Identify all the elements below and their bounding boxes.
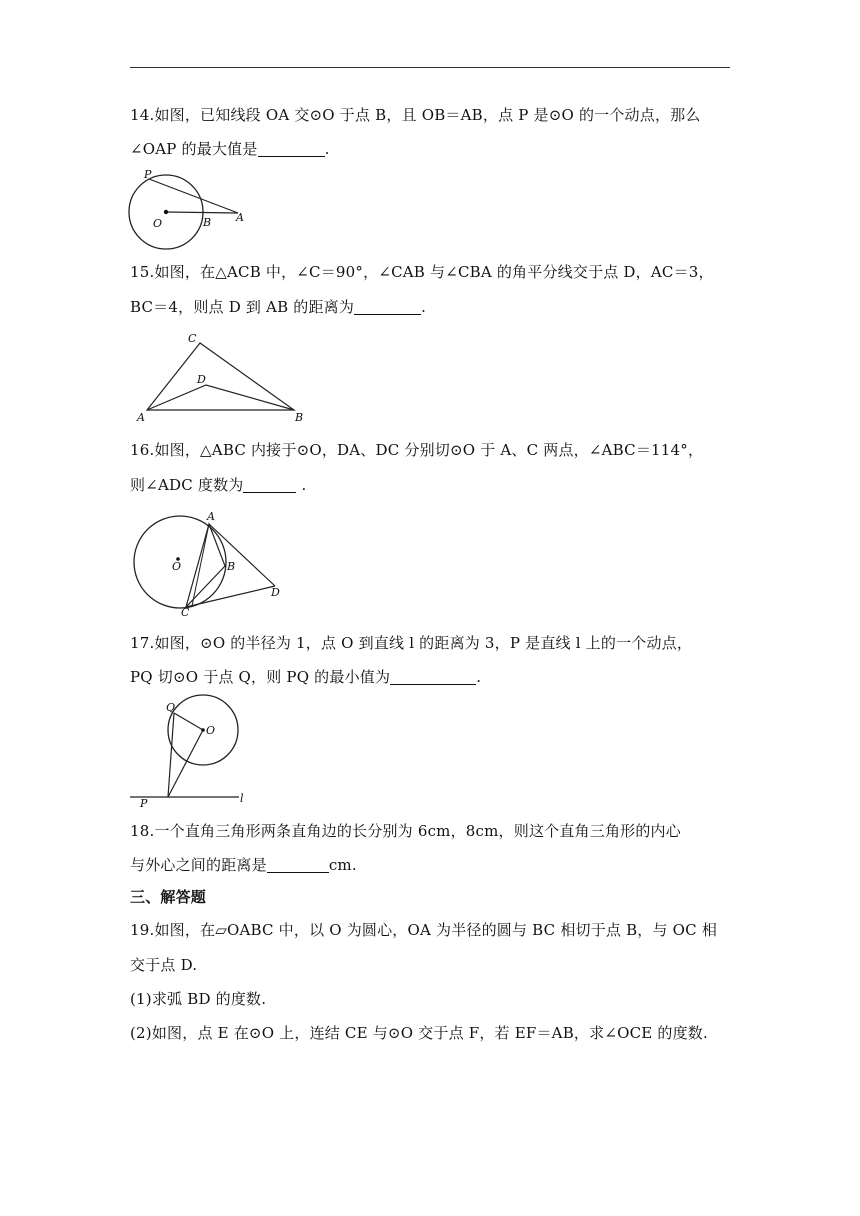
q15-answer-blank[interactable] xyxy=(354,300,421,315)
q17-text-pre: PQ 切⊙O 于点 Q，则 PQ 的最小值为 xyxy=(130,668,391,686)
q16-answer-blank[interactable] xyxy=(243,478,296,493)
q16-text-pre: 则∠ADC 度数为 xyxy=(130,476,244,494)
q14-text-pre: ∠OAP 的最大值是 xyxy=(130,140,258,158)
q17-text-line1: 17.如图，⊙O 的半径为 1，点 O 到直线 l 的距离为 3，P 是直线 l 上的一个动点， xyxy=(130,634,693,652)
q16-text-post: . xyxy=(296,476,307,494)
q17-label-q: Q xyxy=(166,701,176,714)
q16-text-line2 xyxy=(130,475,730,495)
q19-part1: (1)求弧 BD 的度数. xyxy=(130,990,267,1008)
header-rule xyxy=(130,67,730,68)
q17-text-post: . xyxy=(476,668,482,686)
q18-text-line2 xyxy=(130,855,730,875)
q17-text-line2 xyxy=(130,667,730,687)
q15-text-pre: BC＝4，则点 D 到 AB 的距离为 xyxy=(130,298,355,316)
q18-text-line1: 18.一个直角三角形两条直角边的长分别为 6cm，8cm，则这个直角三角形的内心 xyxy=(130,822,681,840)
q14-figure xyxy=(126,170,246,250)
q19-text-line2: 交于点 D. xyxy=(130,956,198,974)
q15-text-line2 xyxy=(130,297,730,317)
q15-label-a: A xyxy=(137,411,145,424)
q14-answer-blank[interactable] xyxy=(258,142,325,157)
q19-text-line1: 19.如图，在▱OABC 中，以 O 为圆心，OA 为半径的圆与 BC 相切于点 B，与 OC 相 xyxy=(130,921,718,939)
q19-part2: (2)如图，点 E 在⊙O 上，连结 CE 与⊙O 交于点 F，若 EF＝AB，求∠OCE 的度数. xyxy=(130,1024,708,1042)
q17-label-o: O xyxy=(206,724,216,737)
q17-figure xyxy=(128,694,258,809)
section-3-heading: 三、解答题 xyxy=(130,888,207,906)
q18-text-post: cm. xyxy=(328,856,357,874)
q14-text-line2 xyxy=(130,139,730,159)
q15-label-c: C xyxy=(188,332,197,345)
q16-figure xyxy=(130,508,290,620)
q16-label-c: C xyxy=(181,606,190,619)
q15-text-post: . xyxy=(421,298,427,316)
q14-text-post: . xyxy=(324,140,330,158)
q17-label-p: P xyxy=(140,797,148,810)
q14-label-o: O xyxy=(153,217,163,230)
q14-label-a: A xyxy=(236,211,244,224)
q15-label-b: B xyxy=(295,411,304,424)
q16-label-o: O xyxy=(172,560,182,573)
q16-label-b: B xyxy=(227,560,236,573)
q15-label-d: D xyxy=(197,373,206,386)
q17-answer-blank[interactable] xyxy=(390,670,476,685)
q16-label-d: D xyxy=(271,586,280,599)
q18-text-pre: 与外心之间的距离是 xyxy=(130,856,267,874)
q14-text-line1: 14.如图，已知线段 OA 交⊙O 于点 B，且 OB＝AB，点 P 是⊙O 的一个动点，那么 xyxy=(130,106,701,124)
q18-answer-blank[interactable] xyxy=(267,858,329,873)
q14-label-b: B xyxy=(203,216,212,229)
q16-label-a: A xyxy=(207,510,215,523)
q14-label-p: P xyxy=(144,168,152,181)
q17-label-l: l xyxy=(240,792,244,805)
q15-figure xyxy=(134,328,314,428)
q15-text-line1: 15.如图，在△ACB 中，∠C＝90°，∠CAB 与∠CBA 的角平分线交于点 D，AC＝3， xyxy=(130,263,714,281)
q16-text-line1: 16.如图，△ABC 内接于⊙O，DA、DC 分别切⊙O 于 A、C 两点，∠ABC＝114°， xyxy=(130,441,704,459)
